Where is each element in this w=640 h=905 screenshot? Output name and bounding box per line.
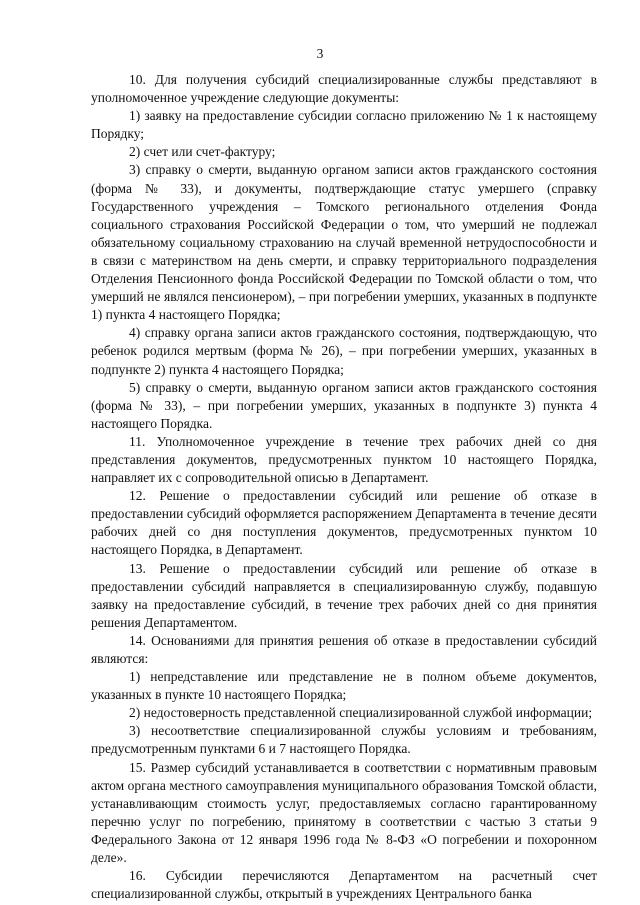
paragraph-10-item-3: 3) справку о смерти, выданную органом записи актов гражданского состояния (форма № 33), и документы, подтверждающие статус умершего (справку Государственного учреждения – Томского регионального отделения Фонда социального страхования Российской Федерации о том, что умерший не подлежал обязательному социальному страхованию на случай временной нетрудоспособности и в связи с материнством на день смерти, и справку территориального подразделения Отделения Пенсионного фонда Российской Федерации по Томской области о том, что умерший не являлся пенсионером), – при погребении умерших, указанных в подпункте 1) пункта 4 настоящего Порядка; bbox=[91, 162, 597, 323]
paragraph-14: 14. Основаниями для принятия решения об отказе в предоставлении субсидий являются: bbox=[91, 632, 597, 666]
paragraph-14-item-2: 2) недостоверность представленной специализированной службой информации; bbox=[129, 705, 593, 721]
paragraph-10: 10. Для получения субсидий специализированные службы представляют в уполномоченное учреждение следующие документы: bbox=[91, 72, 597, 106]
document-body bbox=[91, 71, 597, 903]
paragraph-10-item-5: 5) справку о смерти, выданную органом записи актов гражданского состояния (форма № 33), – при погребении умерших, указанных в подпункте 3) пункта 4 настоящего Порядка. bbox=[91, 379, 597, 431]
paragraph-14-item-3: 3) несоответствие специализированной службы условиям и требованиям, предусмотренным пунктами 6 и 7 настоящего Порядка. bbox=[91, 723, 597, 757]
paragraph-14-item-1: 1) непредставление или представление не в полном объеме документов, указанных в пункте 10 настоящего Порядка; bbox=[91, 669, 597, 703]
paragraph-10-item-2: 2) счет или счет-фактуру; bbox=[129, 144, 276, 160]
paragraph-10-item-4: 4) справку органа записи актов гражданского состояния, подтверждающую, что ребенок родился мертвым (форма № 26), – при погребении умерших, указанных в подпункте 2) пункта 4 настоящего Порядка; bbox=[91, 325, 597, 377]
paragraph-10-item-1: 1) заявку на предоставление субсидии согласно приложению № 1 к настоящему Порядку; bbox=[91, 108, 597, 142]
page-number: 3 bbox=[316, 46, 324, 61]
paragraph-11: 11. Уполномоченное учреждение в течение трех рабочих дней со дня представления документов, предусмотренных пунктом 10 настоящего Порядка, направляет их с сопроводительной описью в Департамент. bbox=[91, 433, 597, 486]
paragraph-13: 13. Решение о предоставлении субсидий или решение об отказе в предоставлении субсидий направляется в специализированную службу, подавшую заявку на предоставление субсидий, в течение трех рабочих дней со дня принятия решения Департаментом. bbox=[91, 560, 597, 630]
paragraph-15: 15. Размер субсидий устанавливается в соответствии с нормативным правовым актом органа местного самоуправления муниципального образования Томской области, устанавливающим стоимость услуг, предоставляемых согласно гарантированному перечню услуг по погребению, принятому в соответствии с частью 3 статьи 9 Федерального Закона от 12 января 1996 года № 8-ФЗ «О погребении и похоронном деле». bbox=[91, 759, 597, 866]
paragraph-12: 12. Решение о предоставлении субсидий или решение об отказе в предоставлении субсидий оформляется распоряжением Департамента в течение десяти рабочих дней со дня поступления документов, предусмотренных пунктом 10 настоящего Порядка, в Департамент. bbox=[91, 488, 597, 558]
paragraph-16: 16. Субсидии перечисляются Департаментом на расчетный счет специализированной службы, открытый в учреждениях Центрального банка bbox=[91, 868, 597, 902]
